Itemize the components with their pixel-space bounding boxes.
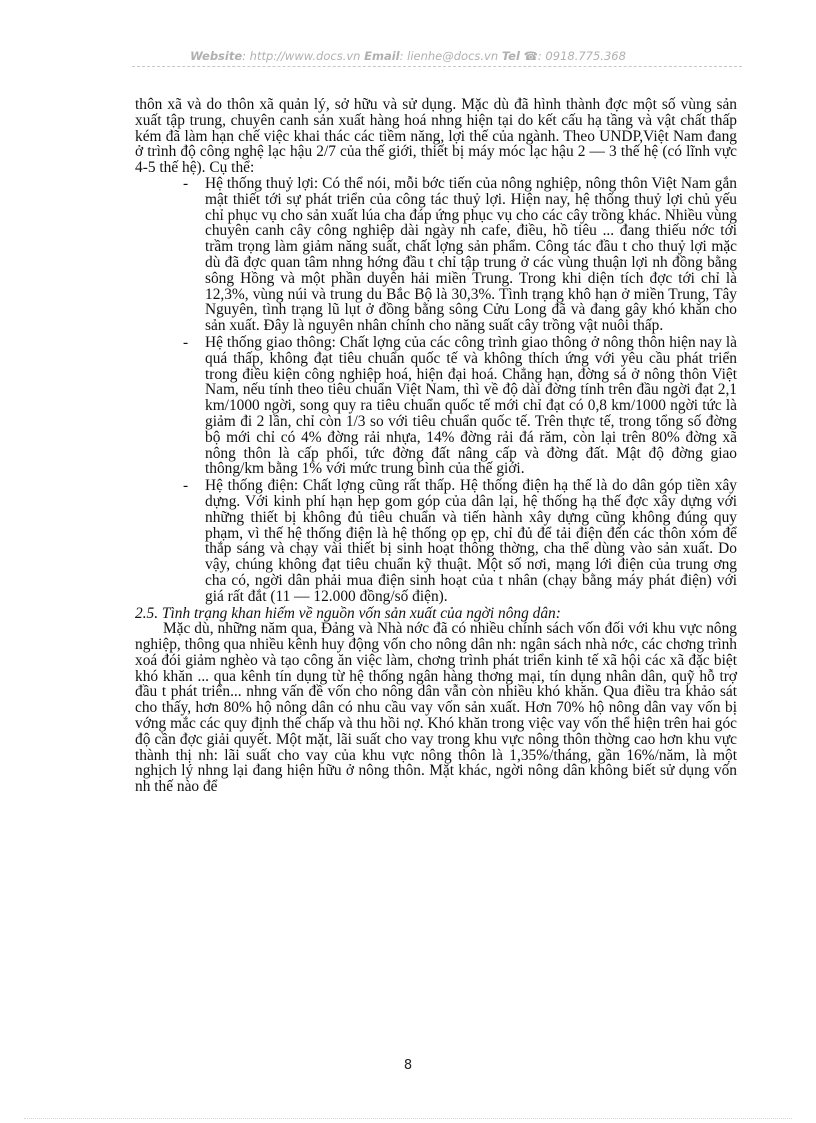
- section-heading: 2.5. Tình trạng khan hiếm về nguồn vốn sản xuất của ngời nông dân:: [135, 604, 561, 622]
- tel-label: Tel: [501, 49, 520, 63]
- bullet-item-electricity: [135, 478, 737, 604]
- bullet-text: Hệ thống thuỷ lợi: Có thể nói, mỗi bớc tiến của nông nghiệp, nông thôn Việt Nam gắn mật thiết tới sự phát triển của công tác thuỷ lợi. Hiện nay, hệ thống thuỷ lợi chủ yếu chỉ phục vụ cho sản xuất lúa cha đáp ứng phục vụ cho các cây trồng khác. Nhiều vùng chuyên canh cây công nghiệp dài ngày nh cafe, điều, hồ tiêu ... đang thiếu nớc tới trầm trọng làm giảm năng suất, chất lợng sản phẩm. Công tác đầu t cho thuỷ lợi mặc dù đã đợc quan tâm nhng hớng đầu t chỉ tập trung ở các vùng thuận lợi nh đồng bằng sông Hồng và một phần duyên hải miền Trung. Trong khi diện tích đợc tới chỉ là 12,3%, vùng núi và trung du Bắc Bộ là 30,3%. Tình trạng khô hạn ở miền Trung, Tây Nguyên, tình trạng lũ lụt ở đồng bằng sông Cửu Long đã và đang gây khó khăn cho sản xuất. Đây là nguyên nhân chính cho năng suất cây trồng vật nuôi thấp.: [205, 174, 737, 335]
- page-header: [0, 49, 816, 63]
- bullet-item-irrigation: [135, 176, 737, 334]
- bullet-marker: -: [183, 333, 189, 351]
- bullet-marker: -: [183, 174, 189, 192]
- page-number: 8: [403, 1058, 413, 1073]
- phone-icon: ☎: [519, 49, 538, 63]
- tel-value: : 0918.775.368: [537, 49, 626, 63]
- email-value: : lienhe@docs.vn: [399, 49, 499, 63]
- bullet-text: Hệ thống giao thông: Chất lợng của các công trình giao thông ở nông thôn hiện nay là quá thấp, không đạt tiêu chuẩn quốc tế và không thích ứng với yêu cầu phát triển trong điều kiện công nghiệp hoá, hiện đại hoá. Chẳng hạn, đờng sá ở nông thôn Việt Nam, nếu tính theo tiêu chuẩn Việt Nam, thì về độ dài đờng tính trên đầu ngời đạt 2,1 km/1000 ngời, song quy ra tiêu chuẩn quốc tế mới chỉ đạt có 0,8 km/1000 ngời tức là giảm đi 2 lần, chỉ còn 1/3 so với tiêu chuẩn quốc tế. Trên thực tế, trong tổng số đờng bộ mới chỉ có 4% đờng rải nhựa, 14% đờng rải đá răm, còn lại trên 80% đờng xã nông thôn là cấp phối, tức đờng đất nâng cấp và đờng đất. Mật độ đờng giao thông/km bằng 1% với mức trung bình của thế giới.: [205, 333, 737, 478]
- bullet-item-transport: [135, 335, 737, 477]
- website-label: Website: [190, 49, 243, 63]
- intro-paragraph: thôn xã và do thôn xã quản lý, sở hữu và sử dụng. Mặc dù đã hình thành đợc một số vùng sản xuất tập trung, chuyên canh sản xuất hàng hoá nhng hiện tại do kết cấu hạ tầng và vật chất thấp kém đã làm hạn chế việc khai thác các tiềm năng, lợi thế của ngành. Theo UNDP,Việt Nam đang ở trình độ công nghệ lạc hậu 2/7 của thế giới, thiết bị máy móc lạc hậu 2 — 3 thế hệ (có lĩnh vực 4-5 thế hệ). Cụ thể:: [135, 96, 737, 177]
- section-paragraph: Mặc dù, những năm qua, Đảng và Nhà nớc đã có nhiều chính sách vốn đối với khu vực nông nghiệp, thông qua nhiều kênh huy động vốn cho nông dân nh: ngân sách nhà nớc, các chơng trình xoá đói giảm nghèo và tạo công ăn việc làm, chơng trình phát triển kinh tế xã hội các xã đặc biệt khó khăn ... qua kênh tín dụng từ hệ thống ngân hàng thơng mại, tín dụng nhân dân, quỹ hỗ trợ đầu t phát triển... nhng vấn đề vốn cho nông dân vẫn còn nhiều khó khăn. Qua điều tra khảo sát cho thấy, hơn 80% hộ nông dân có nhu cầu vay vốn sản xuất. Hơn 70% hộ nông dân vay vốn bị vớng mắc các quy định thế chấp và thu hồi nợ. Khó khăn trong việc vay vốn thể hiện trên hai góc độ cần đợc giải quyết. Một mặt, lãi suất cho vay trong khu vực nông thôn thờng cao hơn khu vực thành thị nh: lãi suất cho vay của khu vực nông thôn là 1,35%/tháng, gần 16%/năm, là một nghịch lý nhng lại đang hiện hữu ở nông thôn. Mặt khác, ngời nông dân không biết sử dụng vốn nh thế nào để: [135, 620, 737, 796]
- header-divider: [132, 66, 742, 67]
- bullet-text: Hệ thống điện: Chất lợng cũng rất thấp. Hệ thống điện hạ thế là do dân góp tiền xây dựng. Với kinh phí hạn hẹp gom góp của dân lại, hệ thống hạ thế đợc xây dựng với những thiết bị không đủ tiêu chuẩn và tiến hành xây dựng cũng không đúng quy phạm, vì thế hệ thống điện là hệ thống ọp ẹp, chỉ đủ để tải điện đến các thôn xóm để thắp sáng và chạy vài thiết bị sinh hoạt thông thờng, cha thể dùng vào sản xuất. Do vậy, chúng không đạt tiêu chuẩn kỹ thuật. Một số nơi, mạng lới điện của trung ơng cha có, ngời dân phải mua điện sinh hoạt của t nhân (chạy bằng máy phát điện) với giá rất đắt (11 — 12.000 đồng/số điện).: [205, 477, 737, 605]
- email-label: Email: [364, 49, 400, 63]
- document-body: [135, 97, 737, 795]
- bullet-marker: -: [183, 477, 189, 495]
- bullet-list: [135, 176, 737, 605]
- footer-divider: [24, 1118, 792, 1119]
- website-value: : http://www.docs.vn: [242, 49, 361, 63]
